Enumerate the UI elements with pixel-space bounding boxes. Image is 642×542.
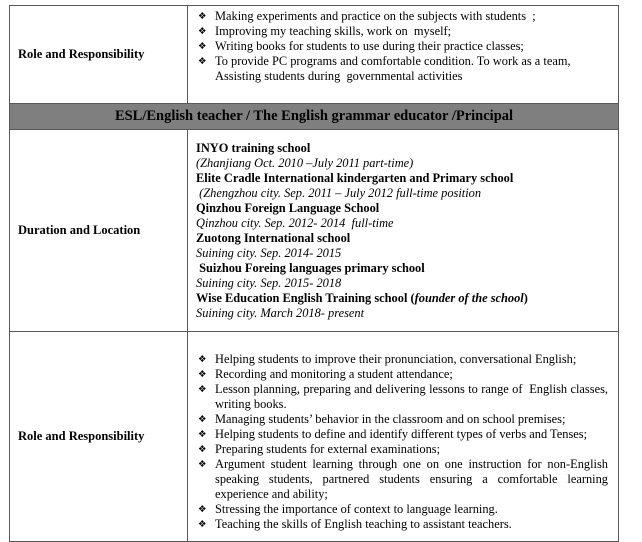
diamond-bullet-icon: ❖	[198, 444, 207, 455]
school-detail: Suining city. Sep. 2015- 2018	[196, 276, 342, 290]
position-header-bar	[10, 103, 618, 130]
school-detail: Suining city. Sep. 2014- 2015	[196, 246, 342, 260]
diamond-bullet-icon: ❖	[198, 56, 207, 67]
diamond-bullet-icon: ❖	[198, 384, 207, 395]
diamond-bullet-icon: ❖	[198, 26, 207, 37]
school-detail: (Zhengzhou city. Sep. 2011 – July 2012 full-time position	[196, 186, 482, 200]
diamond-bullet-icon: ❖	[198, 519, 207, 530]
row-role-responsibility-bottom	[10, 331, 618, 541]
diamond-bullet-icon: ❖	[198, 11, 207, 22]
school-name	[196, 261, 610, 276]
bullet-item	[198, 442, 608, 457]
bullet-text: Making experiments and practice on the subjects with students ;	[215, 9, 536, 23]
school-name	[196, 201, 610, 216]
row-label-text: Duration and Location	[18, 223, 141, 237]
bullet-text: Argument student learning through one on one instruction for non-English speaking students, partnered students ensuring a comfortable learning experience and ability;	[215, 457, 612, 501]
row-role-responsibility-top	[10, 6, 618, 103]
duration-content-cell	[188, 130, 618, 331]
bullet-item	[198, 517, 608, 532]
bullet-item	[198, 367, 608, 382]
resume-table	[9, 5, 619, 542]
diamond-bullet-icon: ❖	[198, 354, 207, 365]
bullet-item	[198, 24, 608, 39]
school-name-text: Elite Cradle International kindergarten and Primary school	[196, 171, 514, 185]
diamond-bullet-icon: ❖	[198, 429, 207, 440]
school-name	[196, 291, 610, 306]
school-name-italic-note: founder of the school	[414, 291, 524, 305]
bullet-item	[198, 412, 608, 427]
row-label	[10, 130, 188, 331]
bullet-item	[198, 39, 608, 54]
bullet-list	[188, 6, 618, 84]
position-header-title: ESL/English teacher / The English grammar educator /Principal	[114, 108, 514, 124]
diamond-bullet-icon: ❖	[198, 504, 207, 515]
bullet-text: Lesson planning, preparing and delivering lessons to range of English classes, writing books.	[215, 382, 612, 411]
row-label-text: Role and Responsibility	[18, 47, 145, 61]
role-content-cell-bottom	[188, 332, 618, 541]
role-content-cell-top	[188, 6, 618, 103]
row-label	[10, 332, 188, 541]
school-list	[188, 130, 618, 321]
school-name	[196, 141, 610, 156]
bullet-item	[198, 457, 612, 502]
bullet-text: Helping students to define and identify different types of verbs and Tenses;	[215, 427, 588, 441]
bullet-item	[198, 9, 608, 24]
school-detail: Suining city. March 2018- present	[196, 306, 365, 320]
bullet-text: To provide PC programs and comfortable condition. To work as a team, Assisting students during governmental activities	[215, 54, 573, 83]
bullet-item	[198, 502, 608, 517]
school-name-suffix: )	[523, 291, 528, 305]
diamond-bullet-icon: ❖	[198, 369, 207, 380]
diamond-bullet-icon: ❖	[198, 459, 207, 470]
row-label	[10, 6, 188, 103]
school-name-text: Suizhou Foreing languages primary school	[196, 261, 425, 275]
school-detail: Qinzhou city. Sep. 2012- 2014 full-time	[196, 216, 394, 230]
bullet-item	[198, 54, 608, 84]
bullet-list	[188, 332, 618, 532]
school-name	[196, 231, 610, 246]
school-name-text: Zuotong International school	[196, 231, 351, 245]
row-duration-location	[10, 130, 618, 331]
diamond-bullet-icon: ❖	[198, 414, 207, 425]
bullet-text: Teaching the skills of English teaching to assistant teachers.	[215, 517, 512, 531]
bullet-text: Writing books for students to use during their practice classes;	[215, 39, 524, 53]
bullet-text: Improving my teaching skills, work on myself;	[215, 24, 452, 38]
bullet-text: Stressing the importance of context to language learning.	[215, 502, 498, 516]
diamond-bullet-icon: ❖	[198, 41, 207, 52]
bullet-item	[198, 352, 608, 367]
school-name	[196, 171, 610, 186]
bullet-text: Recording and monitoring a student attendance;	[215, 367, 453, 381]
school-name-text: Qinzhou Foreign Language School	[196, 201, 380, 215]
row-label-text: Role and Responsibility	[18, 429, 145, 443]
school-name-text: Wise Education English Training school (	[196, 291, 415, 305]
bullet-text: Managing students’ behavior in the classroom and on school premises;	[215, 412, 566, 426]
bullet-text: Preparing students for external examinations;	[215, 442, 441, 456]
bullet-text: Helping students to improve their pronunciation, conversational English;	[215, 352, 577, 366]
bullet-item	[198, 382, 612, 412]
school-detail: (Zhanjiang Oct. 2010 –July 2011 part-time)	[196, 156, 414, 170]
school-name-text: INYO training school	[196, 141, 311, 155]
bullet-item	[198, 427, 608, 442]
